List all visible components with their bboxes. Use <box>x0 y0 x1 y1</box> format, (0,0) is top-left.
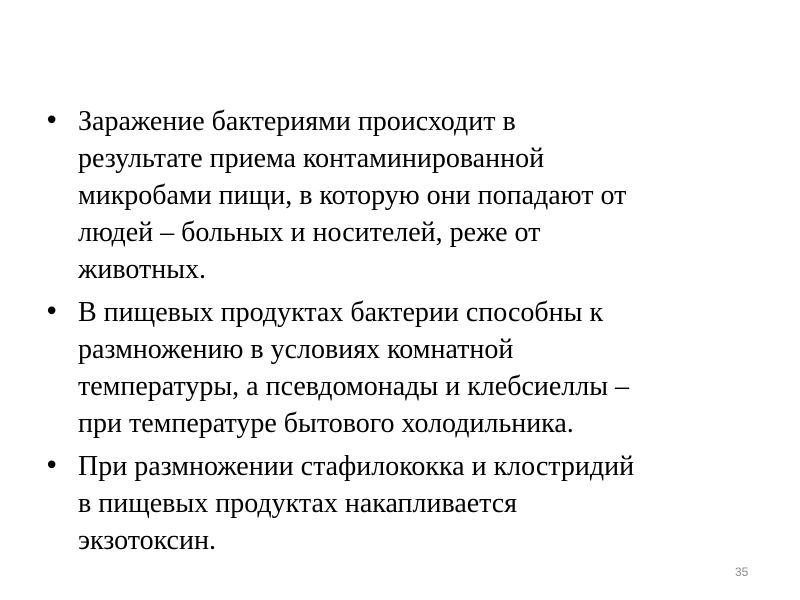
slide-page-number: 35 <box>735 565 749 579</box>
bullet-text-line: людей – больных и носителей, реже от <box>78 217 541 248</box>
bullet-text-line: микробами пищи, в которую они попадают от <box>78 180 627 211</box>
bullet-text-line: животных. <box>78 254 207 285</box>
bullet-item <box>40 448 760 559</box>
bullet-text-line: Заражение бактериями происходит в <box>78 106 516 137</box>
bullet-text-line: в пищевых продуктах накапливается <box>78 488 518 519</box>
bullet-item <box>40 103 760 288</box>
bullet-text-line: результате приема контаминированной <box>78 143 545 174</box>
bullet-text-line: размножению в условиях комнатной <box>78 334 514 365</box>
bullet-text-line: температуры, а псевдомонады и клебсиеллы – <box>78 371 630 402</box>
bullet-list <box>40 103 760 565</box>
bullet-text-line: При размножении стафилококка и клостридий <box>78 451 635 482</box>
bullet-dot-icon: • <box>44 106 60 136</box>
bullet-text-line: экзотоксин. <box>78 525 216 556</box>
bullet-text-line: В пищевых продуктах бактерии способны к <box>78 297 604 328</box>
bullet-dot-icon: • <box>44 451 60 481</box>
bullet-text-line: при температуре бытового холодильника. <box>78 408 574 439</box>
bullet-dot-icon: • <box>44 297 60 327</box>
bullet-item <box>40 294 760 442</box>
